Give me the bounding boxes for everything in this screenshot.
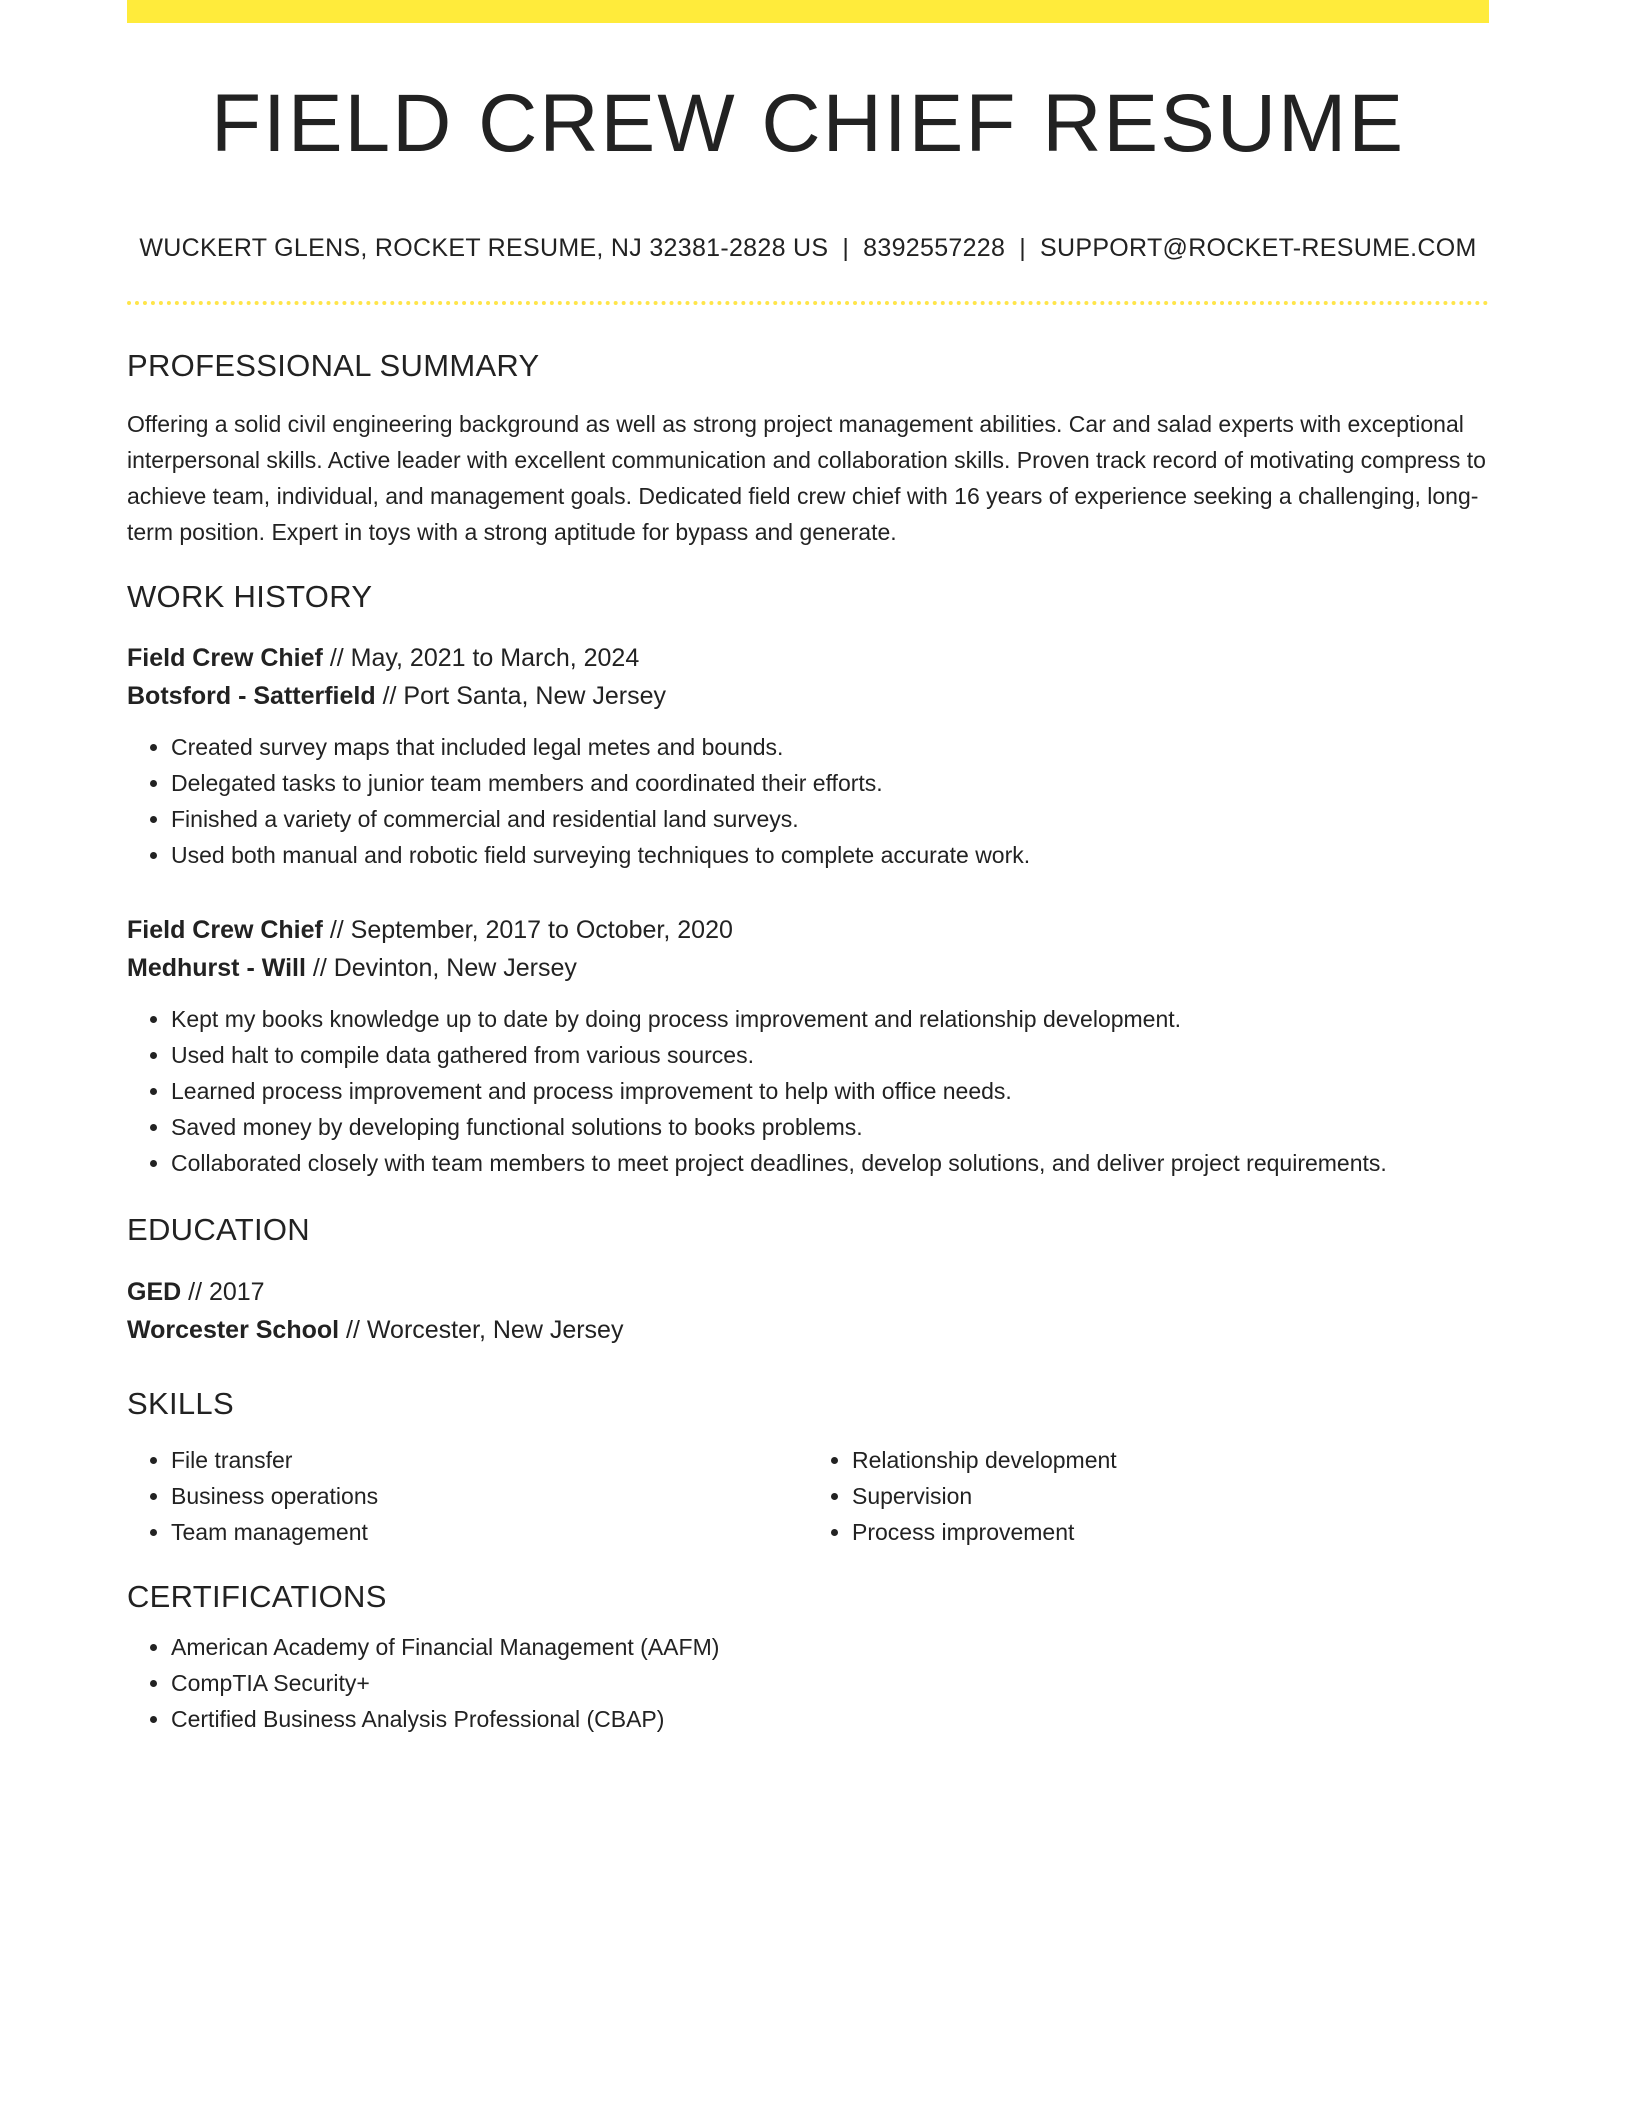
job-title-line	[127, 639, 1489, 677]
resume-page	[127, 0, 1489, 1737]
job-title: Field Crew Chief	[127, 644, 323, 673]
list-item: • Used both manual and robotic field surveying techniques to complete accurate work.	[171, 837, 1489, 873]
list-item: • Kept my books knowledge up to date by doing process improvement and relationship development.	[171, 1001, 1489, 1037]
certifications-heading: CERTIFICATIONS	[127, 1578, 387, 1614]
header-divider	[127, 301, 1489, 305]
contact-separator: |	[842, 234, 850, 262]
list-item: • Finished a variety of commercial and residential land surveys.	[171, 801, 1489, 837]
skill-item: • Process improvement	[852, 1514, 1489, 1550]
contact-address: WUCKERT GLENS, ROCKET RESUME, NJ 32381-2828 US	[139, 234, 829, 262]
education-entry	[127, 1273, 1489, 1349]
certification-item: • Certified Business Analysis Professional (CBAP)	[171, 1701, 1489, 1737]
certification-item: • CompTIA Security+	[171, 1665, 1489, 1701]
job-dates: // May, 2021 to March, 2024	[322, 644, 640, 673]
contact-phone: 8392557228	[863, 234, 1006, 262]
list-item: • Created survey maps that included legal metes and bounds.	[171, 729, 1489, 765]
education-year: // 2017	[181, 1277, 265, 1306]
job-entry	[127, 639, 1489, 873]
contact-email: SUPPORT@ROCKET-RESUME.COM	[1040, 234, 1477, 262]
contact-separator: |	[1019, 234, 1027, 262]
contact-line	[127, 233, 1489, 263]
skill-item: • Business operations	[171, 1478, 808, 1514]
job-title-line	[127, 911, 1489, 949]
education-degree: GED	[127, 1277, 182, 1306]
skill-item: • Supervision	[852, 1478, 1489, 1514]
job-dates: // September, 2017 to October, 2020	[322, 916, 733, 945]
skill-item: • Team management	[171, 1514, 808, 1550]
skill-item: • Relationship development	[852, 1442, 1489, 1478]
education-location: // Worcester, New Jersey	[339, 1315, 624, 1344]
job-entry	[127, 911, 1489, 1181]
resume-title: FIELD CREW CHIEF RESUME	[210, 78, 1406, 169]
education-heading: EDUCATION	[127, 1212, 310, 1248]
job-company: Botsford - Satterfield	[127, 682, 376, 711]
skill-item: • File transfer	[171, 1442, 808, 1478]
job-company: Medhurst - Will	[127, 954, 306, 983]
education-school-line	[127, 1311, 1489, 1349]
summary-heading: PROFESSIONAL SUMMARY	[127, 348, 540, 383]
job-bullets	[127, 1001, 1489, 1181]
skills-column-right	[808, 1442, 1489, 1550]
job-location: // Devinton, New Jersey	[305, 954, 577, 983]
list-item: • Saved money by developing functional solutions to books problems.	[171, 1109, 1489, 1145]
job-location: // Port Santa, New Jersey	[375, 682, 667, 711]
skills-heading: SKILLS	[127, 1385, 234, 1421]
education-degree-line	[127, 1273, 1489, 1311]
job-bullets	[127, 729, 1489, 873]
list-item: • Learned process improvement and process improvement to help with office needs.	[171, 1073, 1489, 1109]
work-history-heading: WORK HISTORY	[127, 579, 373, 615]
education-school: Worcester School	[127, 1315, 340, 1344]
list-item: • Used halt to compile data gathered from various sources.	[171, 1037, 1489, 1073]
certification-item: • American Academy of Financial Management (AAFM)	[171, 1629, 1489, 1665]
job-company-line	[127, 949, 1489, 987]
accent-bar	[127, 0, 1489, 23]
list-item: • Collaborated closely with team members to meet project deadlines, develop solutions, and deliver project requirements.	[171, 1145, 1489, 1181]
job-title: Field Crew Chief	[127, 916, 323, 945]
job-company-line	[127, 677, 1489, 715]
certifications-list	[127, 1629, 1489, 1737]
skills-grid	[127, 1442, 1489, 1550]
summary-text: Offering a solid civil engineering background as well as strong project management abilities. Car and salad experts with exceptional interpersonal skills. Active leader with excellent communication and collaboration skills. Proven track record of motivating compress to achieve team, individual, and management goals. Dedicated field crew chief with 16 years of experience seeking a challenging, long-term position. Expert in toys with a strong aptitude for bypass and generate.	[127, 411, 1486, 546]
skills-column-left	[127, 1442, 808, 1550]
list-item: • Delegated tasks to junior team members and coordinated their efforts.	[171, 765, 1489, 801]
